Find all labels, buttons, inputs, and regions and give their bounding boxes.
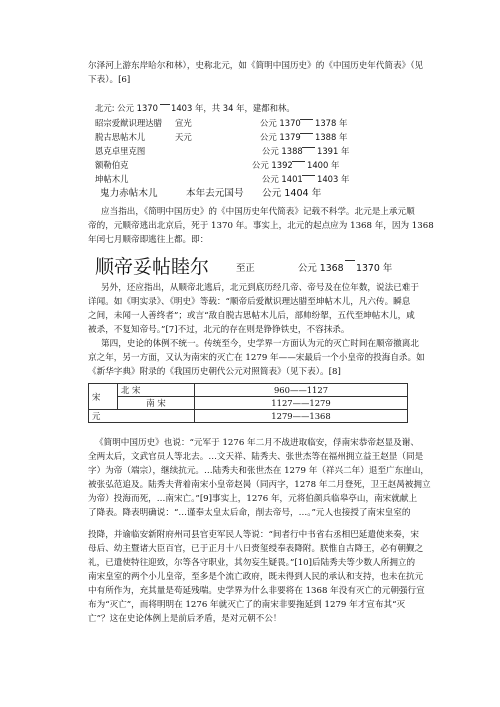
table-row bbox=[89, 410, 408, 423]
range-underline bbox=[302, 175, 315, 176]
start-year: 公元 1401 bbox=[262, 174, 303, 184]
range-underline bbox=[300, 119, 313, 120]
body-text-line: 南宋皇室的两个小儿皇帝，至多是个流亡政府，既未得到人民的承认和支持，也未在抗元 bbox=[88, 572, 424, 582]
body-text-line: 礼，已遣使特往迎致，尔等各守职业，其勿妄生疑畏。”[10]后陆秀夫等少数人所拥立的 bbox=[88, 558, 416, 568]
year: 公元 1404 年 bbox=[262, 188, 322, 199]
emperor-name-large: 顺帝妥帖睦尔 bbox=[95, 256, 210, 278]
end-year: 1403 年 bbox=[317, 174, 350, 184]
range-underline bbox=[345, 260, 355, 261]
body-text-line: 帝的，元顺帝逃出北京后，死于 1370 年。事实上，北元的起点应为 1368 年，因为 1368 bbox=[88, 221, 434, 231]
sub-dynasty-cell: 北 宋 bbox=[118, 384, 195, 397]
end-year: 1388 年 bbox=[315, 132, 348, 142]
range-underline bbox=[160, 104, 170, 105]
body-text-line: 下表）。[6] bbox=[88, 75, 131, 85]
era-name: 至正 bbox=[236, 263, 255, 274]
body-text-line: 中有所作为，充其量是苟延残喘。史学界为什么非要将在 1368 年没有灭亡的元朝强行宣 bbox=[88, 586, 425, 596]
body-text-line: 被杀，不复知帝号。”[7]不过，北元的存在则是铮铮铁史，不容抹杀。 bbox=[88, 325, 350, 335]
range-underline bbox=[302, 147, 315, 148]
start-year: 公元 1392 bbox=[252, 160, 293, 170]
start-year: 公元 1388 bbox=[262, 146, 303, 156]
end-year: 1400 年 bbox=[307, 160, 340, 170]
years-cell: 1279——1368 bbox=[195, 410, 408, 423]
body-text-line: 另外，还应指出，从顺帝北逃后，北元到底历经几帝、帝号及在位年数，说法已难于 bbox=[101, 283, 419, 293]
body-text-line: 详闻。如《明实录》、《明史》等载：“顺帝后爱猷识理达腊至坤帖木儿，凡六传。瞬息 bbox=[88, 297, 411, 307]
body-text-line: 第四，史论的体例不统一。传统至今，史学界一方面认为元的灭亡时间在顺帝撤离北 bbox=[101, 339, 419, 349]
body-text-line: 投降，并谕临安新附府州司县官吏军民人等说：“间者行中书省右丞相巴延遣使来奏，宋 bbox=[88, 530, 419, 540]
years-cell: 960——1127 bbox=[195, 384, 408, 397]
emperor-name: 鬼力赤帖木儿 bbox=[100, 188, 158, 199]
emperor-name: 额勒伯克 bbox=[95, 160, 129, 170]
emperor-name: 脱古思帖木儿 bbox=[95, 132, 146, 142]
years-cell: 1127——1279 bbox=[195, 397, 408, 410]
body-text-line: 尔泽河上游东岸哈尔和林），史称北元，如《简明中国历史》的《中国历史年代简表》（见 bbox=[88, 61, 424, 71]
table-header-detail: 1403 年，共 34 年，建都和林。 bbox=[171, 103, 295, 113]
body-text-line: 《新华字典》附录的《我国历史朝代公元对照简表》（见下表）。[8] bbox=[88, 367, 341, 377]
end-year: 1391 年 bbox=[317, 146, 350, 156]
end-year: 1370 年 bbox=[356, 263, 393, 274]
dynasty-cell: 宋 bbox=[89, 384, 118, 410]
body-text-line: 母后、幼主暨诸大臣百官，已于正月十八日赍玺绶奉表降附。朕惟自古降王，必有朝觐之 bbox=[88, 544, 424, 554]
emperor-name: 恩克卓里克图 bbox=[95, 146, 146, 156]
body-text-line: 京之年，另一方面，又认为南宋的灭亡在 1279 年——宋最后一个小皇帝的投海自杀。如 bbox=[88, 353, 425, 363]
body-text-line: 《简明中国历史》也说：“元军于 1276 年二月不战进取临安，俘南宋恭帝赵显及谢、 bbox=[95, 438, 419, 448]
emperor-name: 坤帖木儿 bbox=[95, 174, 129, 184]
body-text-line: 年闰七月顺帝即逃往上都。即： bbox=[88, 235, 209, 245]
body-text-line: 全两太后，文武官员人等北去。…文天祥、陆秀夫、张世杰等在福州拥立益王赵昰（同是 bbox=[88, 452, 424, 462]
start-year: 公元 1368 bbox=[298, 263, 344, 274]
start-year: 公元 1379 bbox=[260, 132, 301, 142]
table-header: 北元: 公元 1370 bbox=[95, 103, 158, 113]
era-name: 天元 bbox=[175, 132, 192, 142]
dynasty-cell: 元 bbox=[89, 410, 195, 423]
table-row bbox=[89, 384, 408, 397]
end-year: 1378 年 bbox=[315, 118, 348, 128]
dynasty-chronology-table bbox=[88, 383, 408, 423]
emperor-name: 昭宗爱猷识理达腊 bbox=[95, 118, 162, 128]
range-underline bbox=[300, 133, 313, 134]
body-text-line: 之间，未闻一人善终者”；或言“敌自脱古思帖木儿后，部帅纷挐，五代至坤帖木儿，咸 bbox=[88, 311, 415, 321]
body-text-line: 字）为帝（端宗），继续抗元。…陆秀夫和张世杰在 1279 年（祥兴二年）退至广东崖山， bbox=[88, 466, 430, 476]
body-text-line: 亡”？这在史论体例上是前后矛盾，是对元朝不公！ bbox=[88, 614, 282, 624]
sub-dynasty-cell: 南 宋 bbox=[118, 397, 195, 410]
start-year: 公元 1370 bbox=[260, 118, 301, 128]
era-name: 宣光 bbox=[175, 118, 192, 128]
body-text-line: 被张弘范追及。陆秀夫背着南宋小皇帝赵昺（同丙字，1278 年二月登死，卫王赵昺被拥立 bbox=[88, 480, 431, 490]
table-row bbox=[89, 397, 408, 410]
body-text-line: 布为“灭亡”，而将明明在 1276 年就灭亡了的南宋非要拖延到 1279 年才宣布其“灭 bbox=[88, 600, 406, 610]
body-text-line: 了降表。降表明确说：“…谨奉太皇太后命，削去帝号，…。”元人也接授了南宋皇室的 bbox=[88, 508, 411, 518]
body-text-line: 应当指出，《简明中国历史》的《中国历史年代简表》记载不科学。北元是上承元顺 bbox=[101, 207, 415, 217]
era-note: 本年去元国号 bbox=[186, 188, 244, 199]
range-underline bbox=[292, 161, 305, 162]
body-text-line: 为帝）投海而死，…南宋亡。”[9]事实上，1276 年，元将伯颜兵临皋亭山，南宋就献上 bbox=[88, 494, 418, 504]
